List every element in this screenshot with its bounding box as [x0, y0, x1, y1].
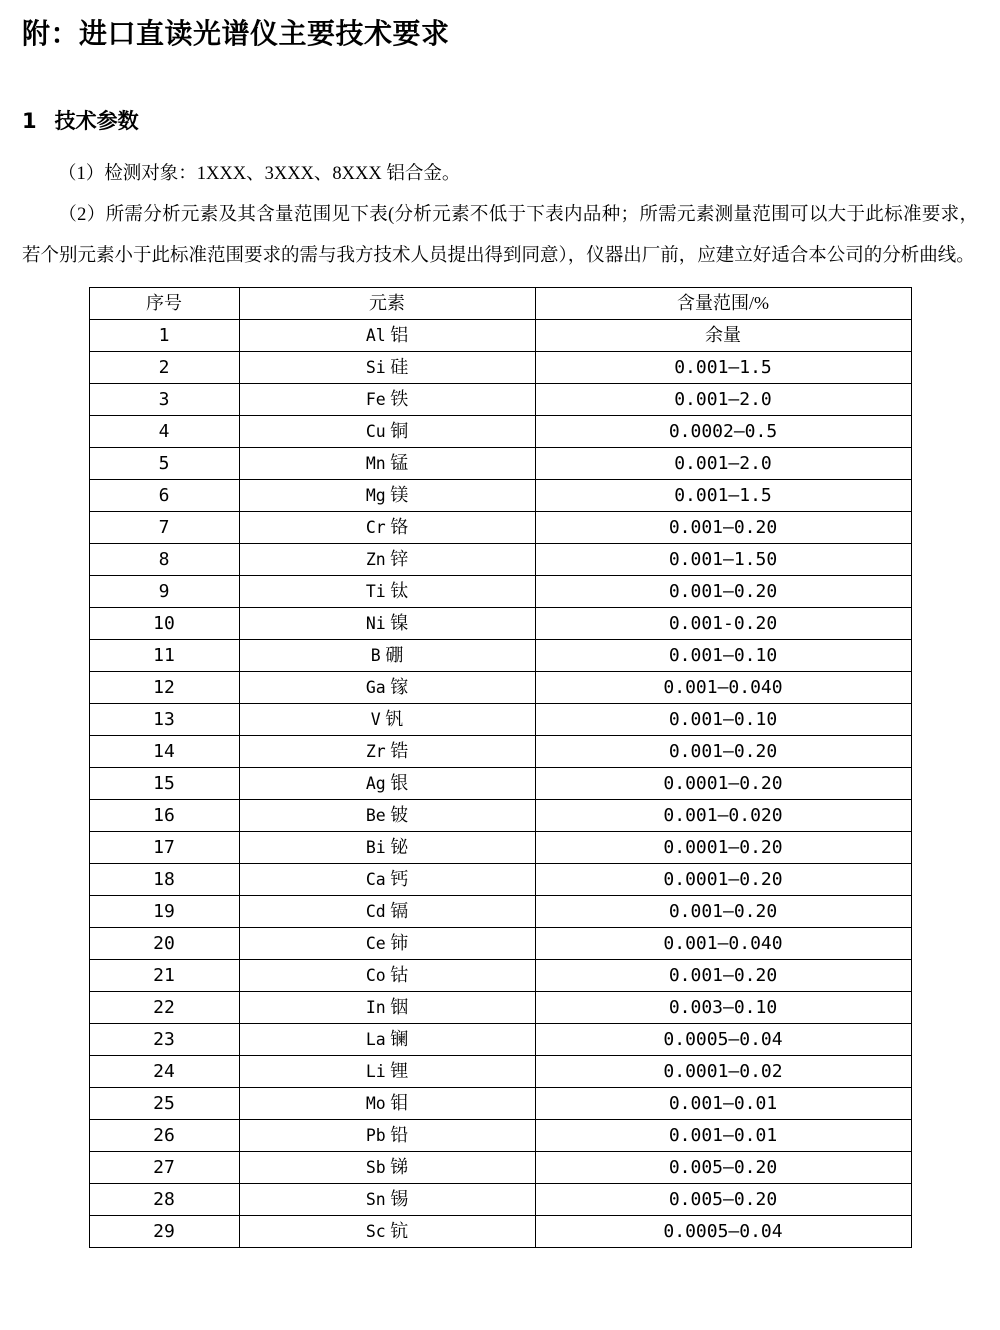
table-row: [89, 1152, 911, 1184]
paragraph-1: [22, 154, 978, 195]
section-heading: [22, 106, 978, 136]
element-symbol: B: [370, 646, 381, 665]
table-row: [89, 832, 911, 864]
cell-element: [239, 832, 535, 864]
cell-range: 0.001—0.020: [535, 800, 911, 832]
cell-range: 0.001—0.01: [535, 1120, 911, 1152]
cell-element: [239, 928, 535, 960]
cell-range: 0.0001—0.20: [535, 832, 911, 864]
cell-range: 0.001—2.0: [535, 384, 911, 416]
cell-element: [239, 544, 535, 576]
element-name: 钪: [385, 1221, 409, 1241]
cell-range: 0.003—0.10: [535, 992, 911, 1024]
element-symbol: Mg: [365, 486, 386, 505]
element-name: 铅: [385, 1125, 409, 1145]
cell-range: 0.0001—0.20: [535, 864, 911, 896]
element-symbol: Cr: [365, 518, 386, 537]
cell-element: [239, 704, 535, 736]
cell-element: [239, 864, 535, 896]
cell-element: [239, 640, 535, 672]
cell-range: 0.0005—0.04: [535, 1024, 911, 1056]
table-row: [89, 384, 911, 416]
column-header-element: 元素: [239, 288, 535, 320]
column-header-range: 含量范围/%: [535, 288, 911, 320]
element-name: 镍: [385, 613, 409, 633]
cell-element: [239, 1184, 535, 1216]
cell-no: 19: [89, 896, 239, 928]
cell-no: 25: [89, 1088, 239, 1120]
cell-range: 0.001—0.20: [535, 896, 911, 928]
element-name: 铬: [385, 517, 409, 537]
cell-element: [239, 512, 535, 544]
cell-range: 0.001—0.040: [535, 672, 911, 704]
element-symbol: Sn: [365, 1190, 386, 1209]
cell-element: [239, 1216, 535, 1248]
paragraph-2-text: （2）所需分析元素及其含量范围见下表(分析元素不低于下表内品种；所需元素测量范围可以大于此标准要求，若个别元素小于此标准范围要求的需与我方技术人员提出得到同意），仪器出厂前，应建立好适合本公司的分析曲线。: [22, 205, 978, 266]
paragraph-1-text: （1）检测对象：1XXX、3XXX、8XXX 铝合金。: [58, 164, 461, 184]
cell-no: 9: [89, 576, 239, 608]
element-name: 钴: [385, 965, 409, 985]
table-row: [89, 736, 911, 768]
cell-no: 4: [89, 416, 239, 448]
cell-no: 10: [89, 608, 239, 640]
cell-range: 0.005—0.20: [535, 1184, 911, 1216]
element-symbol: La: [365, 1030, 386, 1049]
cell-element: [239, 384, 535, 416]
cell-no: 21: [89, 960, 239, 992]
cell-range: 0.001—1.5: [535, 352, 911, 384]
element-name: 硼: [380, 645, 404, 665]
cell-element: [239, 576, 535, 608]
cell-no: 7: [89, 512, 239, 544]
element-name: 钼: [385, 1093, 409, 1113]
cell-range: 0.001—0.040: [535, 928, 911, 960]
element-name: 铜: [385, 421, 409, 441]
column-header-no: 序号: [89, 288, 239, 320]
cell-no: 29: [89, 1216, 239, 1248]
cell-range: 0.001—1.50: [535, 544, 911, 576]
table-row: [89, 512, 911, 544]
table-row: [89, 320, 911, 352]
cell-no: 20: [89, 928, 239, 960]
element-name: 锆: [385, 741, 409, 761]
element-symbol: In: [365, 998, 386, 1017]
paragraph-2: [22, 195, 978, 277]
table-row: [89, 800, 911, 832]
table-row: [89, 1216, 911, 1248]
element-symbol: Pb: [365, 1126, 386, 1145]
cell-range: 0.001—0.10: [535, 704, 911, 736]
element-name: 镧: [385, 1029, 409, 1049]
cell-no: 15: [89, 768, 239, 800]
cell-no: 23: [89, 1024, 239, 1056]
cell-range: 0.005—0.20: [535, 1152, 911, 1184]
cell-no: 28: [89, 1184, 239, 1216]
element-name: 钒: [380, 709, 404, 729]
table-row: [89, 608, 911, 640]
element-name: 铍: [385, 805, 409, 825]
element-name: 镓: [385, 677, 409, 697]
element-symbol: Ga: [365, 678, 386, 697]
cell-range: 0.0002—0.5: [535, 416, 911, 448]
cell-element: [239, 1152, 535, 1184]
cell-element: [239, 1120, 535, 1152]
element-name: 铁: [385, 389, 409, 409]
element-symbol: Ag: [365, 774, 386, 793]
element-symbol: Cd: [365, 902, 386, 921]
cell-no: 2: [89, 352, 239, 384]
cell-no: 5: [89, 448, 239, 480]
element-name: 铈: [385, 933, 409, 953]
cell-no: 18: [89, 864, 239, 896]
element-name: 锰: [385, 453, 409, 473]
element-symbol: Be: [365, 806, 386, 825]
element-symbol: Ca: [365, 870, 386, 889]
table-row: [89, 544, 911, 576]
table-row: [89, 1120, 911, 1152]
cell-element: [239, 1024, 535, 1056]
element-name: 锑: [385, 1157, 409, 1177]
element-name: 钛: [385, 581, 409, 601]
cell-no: 11: [89, 640, 239, 672]
cell-element: [239, 736, 535, 768]
cell-range: 0.001—0.01: [535, 1088, 911, 1120]
cell-no: 22: [89, 992, 239, 1024]
cell-no: 6: [89, 480, 239, 512]
cell-element: [239, 352, 535, 384]
table-row: [89, 768, 911, 800]
element-symbol: Sb: [365, 1158, 386, 1177]
element-symbol: Zn: [365, 550, 386, 569]
cell-element: [239, 608, 535, 640]
table-row: [89, 928, 911, 960]
table-row: [89, 576, 911, 608]
cell-range: 0.001—0.20: [535, 960, 911, 992]
table-row: [89, 416, 911, 448]
element-symbol: Bi: [365, 838, 386, 857]
element-name: 铟: [385, 997, 409, 1017]
table-row: [89, 864, 911, 896]
table-row: [89, 1088, 911, 1120]
element-name: 银: [385, 773, 409, 793]
cell-element: [239, 480, 535, 512]
cell-element: [239, 800, 535, 832]
element-symbol: Sc: [365, 1222, 386, 1241]
element-name: 锡: [385, 1189, 409, 1209]
cell-element: [239, 1088, 535, 1120]
cell-range: 0.0001—0.20: [535, 768, 911, 800]
cell-element: [239, 960, 535, 992]
cell-no: 13: [89, 704, 239, 736]
cell-range: 0.0001—0.02: [535, 1056, 911, 1088]
element-symbol: Fe: [365, 390, 386, 409]
table-row: [89, 672, 911, 704]
cell-range: 0.0005—0.04: [535, 1216, 911, 1248]
element-name: 硅: [385, 357, 409, 377]
cell-element: [239, 896, 535, 928]
element-symbol: Ti: [365, 582, 386, 601]
table-row: [89, 1024, 911, 1056]
cell-no: 1: [89, 320, 239, 352]
table-row: [89, 1184, 911, 1216]
element-name: 铋: [385, 837, 409, 857]
element-symbol: Mo: [365, 1094, 386, 1113]
cell-element: [239, 1056, 535, 1088]
element-symbol: Zr: [365, 742, 386, 761]
section-title: 技术参数: [54, 109, 139, 133]
element-symbol: Li: [365, 1062, 386, 1081]
table-row: [89, 960, 911, 992]
table-row: [89, 448, 911, 480]
section-number: 1: [22, 109, 37, 133]
element-name: 镉: [385, 901, 409, 921]
element-name: 镁: [385, 485, 409, 505]
page-title: 附：进口直读光谱仪主要技术要求: [22, 17, 450, 50]
cell-no: 14: [89, 736, 239, 768]
cell-no: 27: [89, 1152, 239, 1184]
element-symbol: Al: [365, 326, 386, 345]
cell-element: [239, 416, 535, 448]
cell-range: 0.001—0.10: [535, 640, 911, 672]
cell-range: 0.001—0.20: [535, 736, 911, 768]
cell-no: 16: [89, 800, 239, 832]
table-row: [89, 896, 911, 928]
table-row: [89, 704, 911, 736]
element-name: 钙: [385, 869, 409, 889]
table-row: [89, 992, 911, 1024]
cell-range: 0.001—0.20: [535, 576, 911, 608]
element-name: 锌: [385, 549, 409, 569]
cell-no: 26: [89, 1120, 239, 1152]
cell-range: 0.001-0.20: [535, 608, 911, 640]
element-symbol: V: [370, 710, 381, 729]
cell-no: 3: [89, 384, 239, 416]
element-symbol: Ni: [365, 614, 386, 633]
element-symbol: Si: [365, 358, 386, 377]
element-name: 锂: [385, 1061, 409, 1081]
element-symbol: Co: [365, 966, 386, 985]
cell-no: 8: [89, 544, 239, 576]
table-row: [89, 1056, 911, 1088]
cell-no: 24: [89, 1056, 239, 1088]
element-name: 铝: [385, 325, 409, 345]
table-row: [89, 480, 911, 512]
cell-element: [239, 320, 535, 352]
cell-range: 0.001—0.20: [535, 512, 911, 544]
cell-element: [239, 768, 535, 800]
table-row: [89, 640, 911, 672]
element-symbol: Cu: [365, 422, 386, 441]
cell-range: 余量: [535, 320, 911, 352]
table-header-row: [89, 288, 911, 320]
cell-range: 0.001—1.5: [535, 480, 911, 512]
table-row: [89, 352, 911, 384]
element-symbol: Mn: [365, 454, 386, 473]
cell-element: [239, 672, 535, 704]
cell-no: 12: [89, 672, 239, 704]
cell-element: [239, 448, 535, 480]
element-symbol: Ce: [365, 934, 386, 953]
element-content-table: [89, 287, 912, 1248]
cell-no: 17: [89, 832, 239, 864]
cell-range: 0.001—2.0: [535, 448, 911, 480]
cell-element: [239, 992, 535, 1024]
